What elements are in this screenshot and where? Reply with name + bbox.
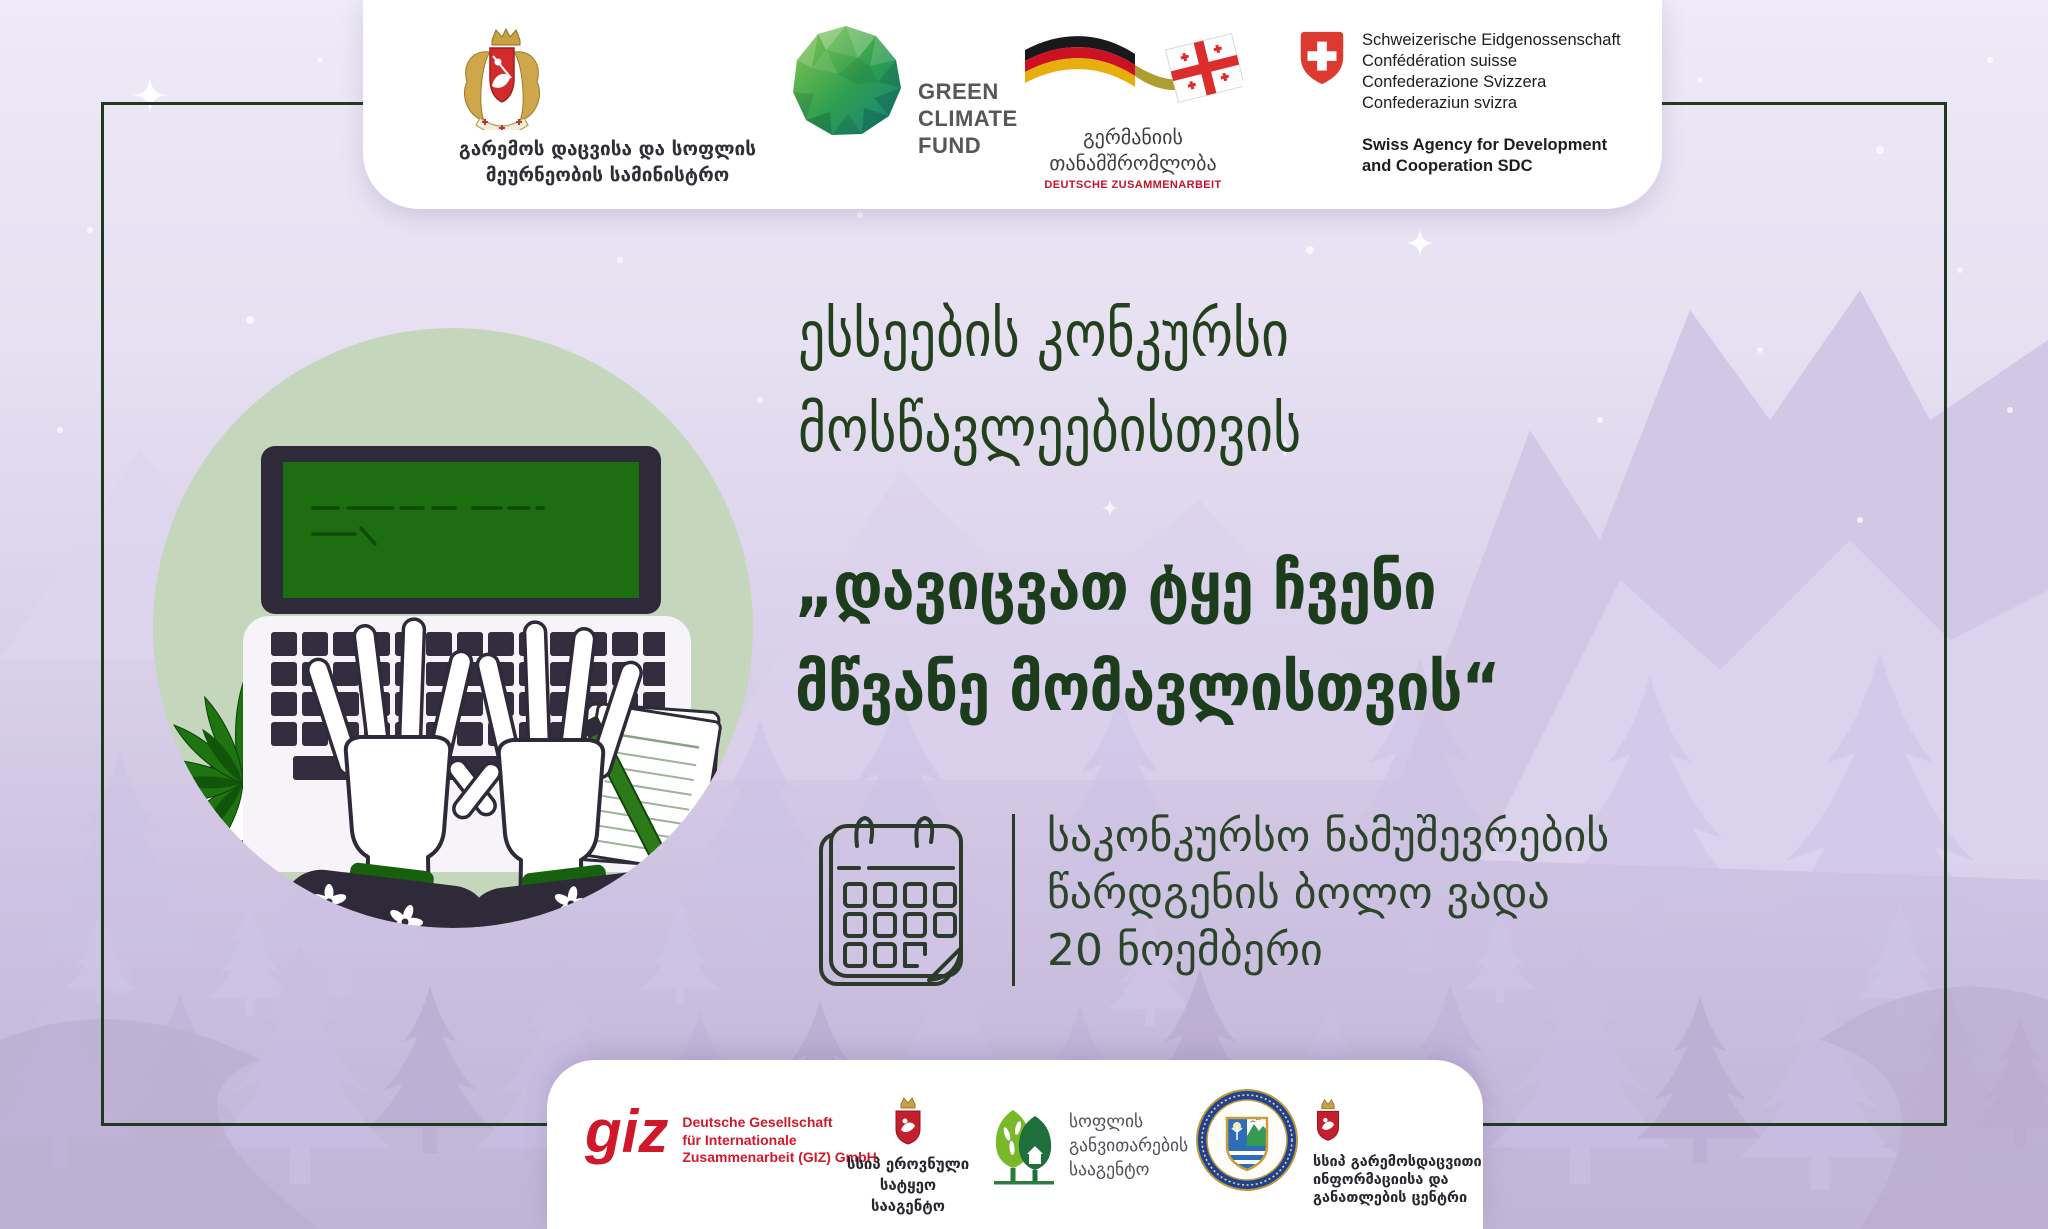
german-cooperation-logo <box>1008 24 1258 191</box>
deutsche-zusammenarbeit-caption: DEUTSCHE ZUSAMMENARBEIT <box>1044 179 1222 191</box>
forestry-emblem-icon <box>891 1096 925 1148</box>
title-line2: მოსწავლეებისთვის <box>798 393 1302 467</box>
deadline-text <box>1047 808 1609 979</box>
swiss-agency-line1: Swiss Agency for Development <box>1362 136 1608 154</box>
ministry-name-line2: მეურნეობის სამინისტრო <box>485 164 730 186</box>
gcf-word1: GREEN <box>918 79 999 104</box>
georgia-coat-of-arms-icon <box>454 26 550 130</box>
rda-line3: სააგენტო <box>1069 1160 1150 1180</box>
gcf-word3: FUND <box>918 133 982 158</box>
deadline-line2: წარდგენის ბოლო ვადა <box>1047 868 1550 919</box>
competition-theme-quote <box>795 536 1500 738</box>
deadline-line3: 20 ნოემბერი <box>1047 925 1323 976</box>
deadline-line1: საკონკურსო ნამუშევრების <box>1047 811 1610 862</box>
ministry-logo <box>440 26 775 188</box>
forestry-agency-logo <box>842 1096 974 1217</box>
eiec-line1: სსიპ გარემოსდაცვითი <box>1313 1154 1482 1170</box>
giz-logo <box>585 1098 877 1167</box>
swiss-line3: Confederazione Svizzera <box>1362 73 1547 91</box>
environment-center-logo <box>1313 1098 1485 1207</box>
swiss-line2: Confédération suisse <box>1362 52 1518 70</box>
german-georgian-line2: თანამშრომლობა <box>1049 151 1217 175</box>
rda-line1: სოფლის <box>1069 1112 1144 1132</box>
rda-line2: განვითარების <box>1069 1136 1189 1156</box>
deadline-block <box>815 798 1610 998</box>
partner-logos-header <box>363 0 1662 209</box>
giz-wordmark: giz <box>585 1098 669 1165</box>
rda-trees-icon <box>993 1106 1057 1186</box>
giz-line2: für Internationale <box>682 1131 797 1148</box>
eiec-line2: ინფორმაციისა და <box>1313 1172 1449 1188</box>
quote-line2: მწვანე მომავლისთვის“ <box>795 649 1500 726</box>
swiss-line4: Confederaziun svizra <box>1362 94 1517 112</box>
germany-georgia-ribbon-icon <box>1023 24 1243 116</box>
swiss-line1: Schweizerische Eidgenossenschaft <box>1362 31 1621 49</box>
poster-title <box>798 288 1301 478</box>
protected-areas-seal <box>1195 1088 1299 1196</box>
swiss-sdc-logo <box>1298 30 1621 177</box>
ministry-name-line1: გარემოს დაცვისა და სოფლის <box>458 138 757 160</box>
laptop-illustration <box>143 318 763 938</box>
protected-areas-seal-icon <box>1195 1088 1299 1192</box>
calendar-icon <box>815 798 975 994</box>
eiec-line3: განათლების ცენტრი <box>1313 1190 1468 1206</box>
title-line1: ესსეების კონკურსი <box>798 298 1289 372</box>
eiec-emblem-icon <box>1313 1098 1343 1144</box>
forestry-line1: სსიპ ეროვნული <box>846 1155 970 1173</box>
giz-line1: Deutsche Gesellschaft <box>682 1114 833 1130</box>
green-climate-fund-logo <box>786 22 1018 159</box>
swiss-shield-icon <box>1298 30 1346 86</box>
quote-line1: „დავიცვათ ტყე ჩვენი <box>795 548 1436 625</box>
giz-line3: Zusammenarbeit (GIZ) GmbH <box>682 1149 877 1165</box>
partner-logos-footer <box>547 1060 1483 1229</box>
deadline-divider <box>1012 814 1015 986</box>
forestry-line2: სატყეო სააგენტო <box>870 1176 946 1215</box>
german-georgian-line1: გერმანიის <box>1083 125 1183 149</box>
rural-development-agency-logo <box>993 1106 1188 1186</box>
gcf-word2: CLIMATE <box>918 106 1018 131</box>
gcf-globe-icon <box>786 22 906 142</box>
swiss-agency-line2: and Cooperation SDC <box>1362 157 1533 175</box>
